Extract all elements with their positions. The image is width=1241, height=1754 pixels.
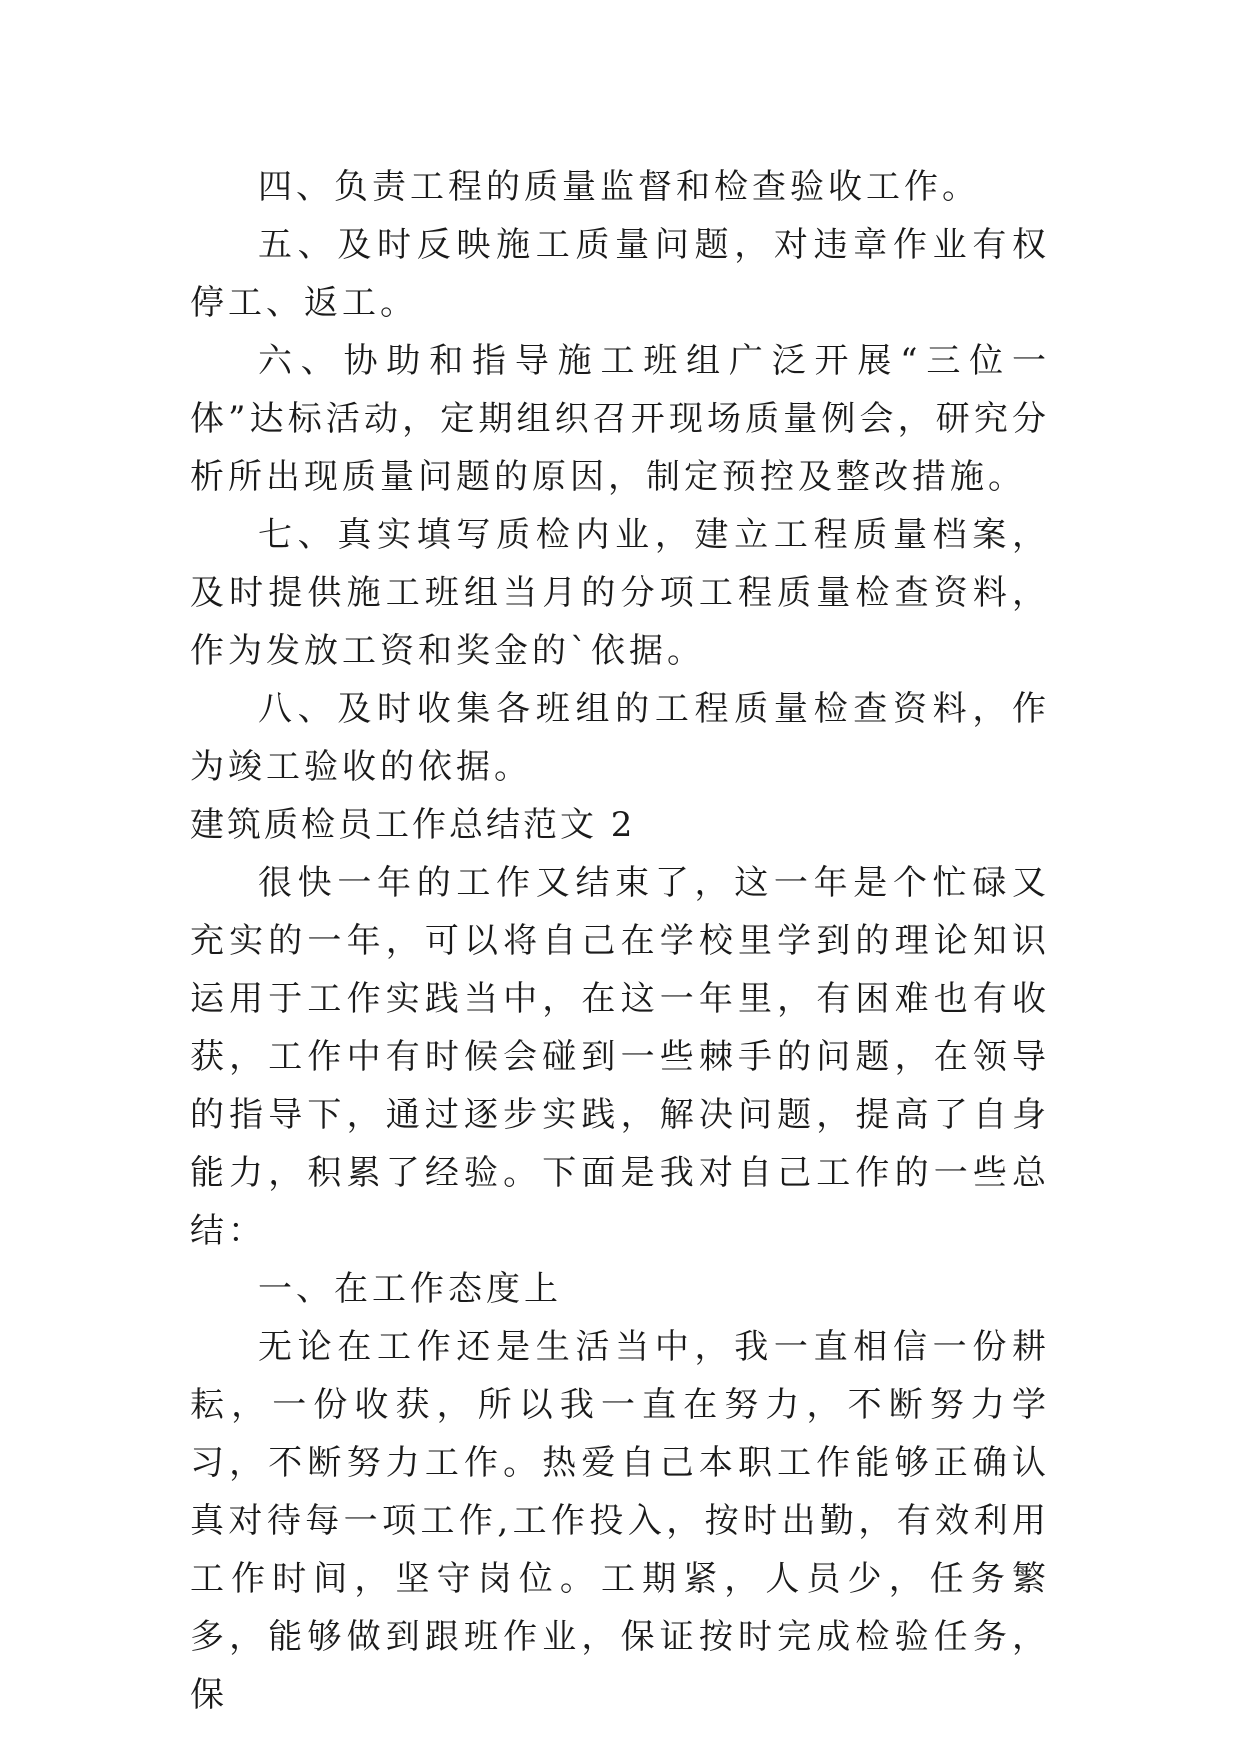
paragraph-item-7: 七、真实填写质检内业，建立工程质量档案，及时提供施工班组当月的分项工程质量检查资料，作为发放工资和奖金的`依据。 [190,515,1050,671]
paragraph-item-6: 六、协助和指导施工班组广泛开展“三位一体”达标活动，定期组织召开现场质量例会，研究分析所出现质量问题的原因，制定预控及整改措施。 [190,341,1050,497]
document-body [190,158,1050,1724]
intro-paragraph: 很快一年的工作又结束了，这一年是个忙碌又充实的一年，可以将自己在学校里学到的理论知识运用于工作实践当中，在这一年里，有困难也有收获，工作中有时候会碰到一些棘手的问题，在领导的指导下，通过逐步实践，解决问题，提高了自身能力，积累了经验。下面是我对自己工作的一些总结： [190,863,1050,1251]
paragraph-item-4: 四、负责工程的质量监督和检查验收工作。 [258,167,980,207]
subheading-work-attitude: 一、在工作态度上 [258,1269,562,1309]
section-heading: 建筑质检员工作总结范文 2 [190,805,636,845]
paragraph-item-8: 八、及时收集各班组的工程质量检查资料，作为竣工验收的依据。 [190,689,1050,787]
work-attitude-paragraph: 无论在工作还是生活当中，我一直相信一份耕耘，一份收获，所以我一直在努力，不断努力学习，不断努力工作。热爱自己本职工作能够正确认真对待每一项工作,工作投入，按时出勤，有效利用工作时间，坚守岗位。工期紧，人员少，任务繁多，能够做到跟班作业，保证按时完成检验任务，保 [190,1327,1050,1715]
paragraph-item-5: 五、及时反映施工质量问题，对违章作业有权停工、返工。 [190,225,1050,323]
